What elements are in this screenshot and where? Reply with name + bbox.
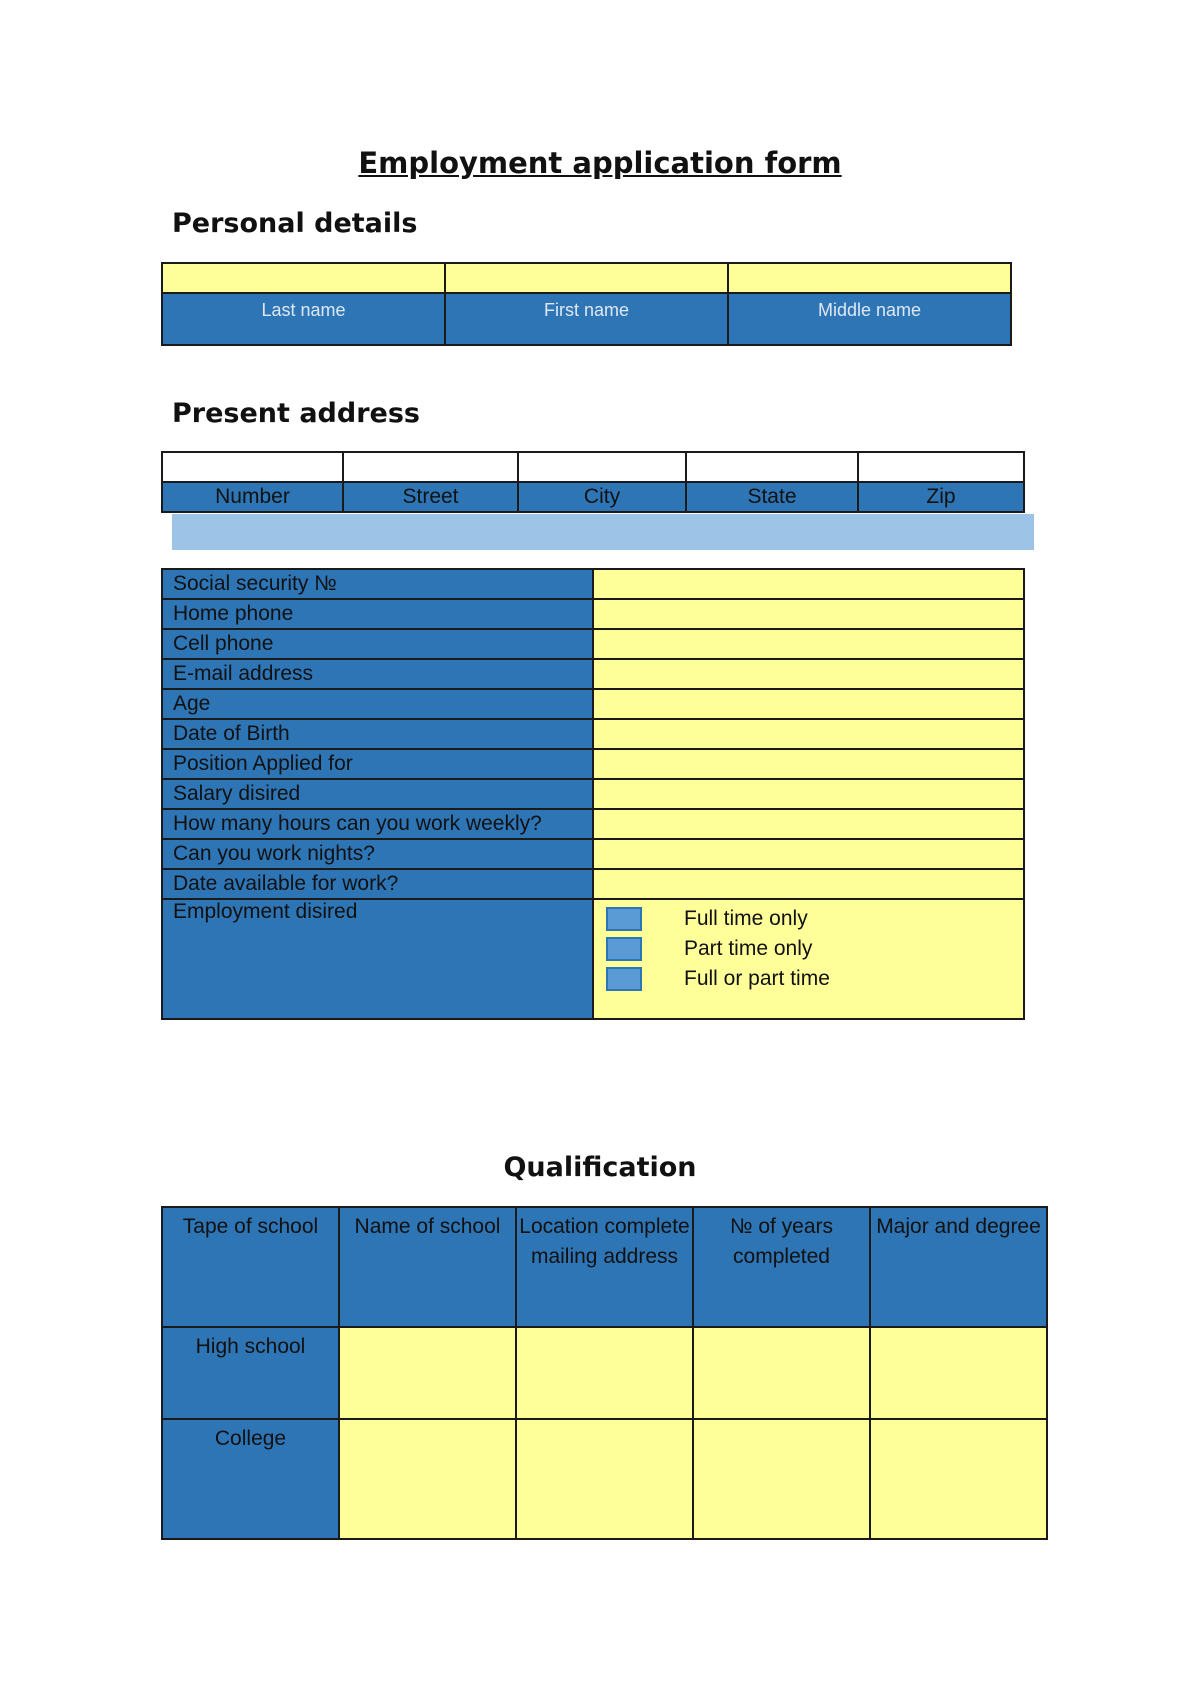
info-label: Salary disired — [162, 779, 593, 809]
info-label: Date available for work? — [162, 869, 593, 899]
qual-header: Location complete mailing address — [516, 1207, 693, 1327]
social-security-input[interactable] — [593, 569, 1024, 599]
zip-input[interactable] — [858, 452, 1024, 482]
high-school-years-input[interactable] — [693, 1327, 870, 1419]
checkbox-icon[interactable] — [606, 907, 642, 931]
qualification-heading: Qualification — [503, 1152, 697, 1183]
position-input[interactable] — [593, 749, 1024, 779]
option-label: Full time only — [684, 907, 808, 930]
last-name-label: Last name — [162, 293, 445, 345]
college-name-input[interactable] — [339, 1419, 516, 1539]
qual-header: № of years completed — [693, 1207, 870, 1327]
city-label: City — [518, 482, 686, 512]
info-label: Date of Birth — [162, 719, 593, 749]
info-label: Social security № — [162, 569, 593, 599]
high-school-location-input[interactable] — [516, 1327, 693, 1419]
city-input[interactable] — [518, 452, 686, 482]
college-location-input[interactable] — [516, 1419, 693, 1539]
state-input[interactable] — [686, 452, 858, 482]
address-band — [172, 514, 1034, 550]
first-name-label: First name — [445, 293, 728, 345]
personal-details-table — [161, 262, 1012, 346]
first-name-input[interactable] — [445, 263, 728, 293]
high-school-name-input[interactable] — [339, 1327, 516, 1419]
college-years-input[interactable] — [693, 1419, 870, 1539]
college-major-input[interactable] — [870, 1419, 1047, 1539]
page-title: Employment application form — [358, 146, 842, 180]
middle-name-input[interactable] — [728, 263, 1011, 293]
personal-details-heading: Personal details — [172, 208, 418, 239]
email-input[interactable] — [593, 659, 1024, 689]
hours-weekly-input[interactable] — [593, 809, 1024, 839]
info-label: Age — [162, 689, 593, 719]
checkbox-icon[interactable] — [606, 967, 642, 991]
date-of-birth-input[interactable] — [593, 719, 1024, 749]
street-label: Street — [343, 482, 518, 512]
state-label: State — [686, 482, 858, 512]
present-address-heading: Present address — [172, 398, 420, 429]
option-full-time[interactable] — [594, 904, 1023, 934]
work-nights-input[interactable] — [593, 839, 1024, 869]
option-part-time[interactable] — [594, 934, 1023, 964]
street-input[interactable] — [343, 452, 518, 482]
qual-header: Tape of school — [162, 1207, 339, 1327]
home-phone-input[interactable] — [593, 599, 1024, 629]
qual-row-label: High school — [162, 1327, 339, 1419]
qual-header: Name of school — [339, 1207, 516, 1327]
option-label: Part time only — [684, 937, 813, 960]
option-label: Full or part time — [684, 967, 830, 990]
employment-desired-label: Employment disired — [162, 899, 593, 1019]
number-input[interactable] — [162, 452, 343, 482]
info-label: Home phone — [162, 599, 593, 629]
date-available-input[interactable] — [593, 869, 1024, 899]
last-name-input[interactable] — [162, 263, 445, 293]
zip-label: Zip — [858, 482, 1024, 512]
qualification-table — [161, 1206, 1048, 1540]
info-label: Can you work nights? — [162, 839, 593, 869]
info-label: Position Applied for — [162, 749, 593, 779]
number-label: Number — [162, 482, 343, 512]
age-input[interactable] — [593, 689, 1024, 719]
present-address-table — [161, 451, 1025, 513]
cell-phone-input[interactable] — [593, 629, 1024, 659]
checkbox-icon[interactable] — [606, 937, 642, 961]
info-label: Cell phone — [162, 629, 593, 659]
info-label: E-mail address — [162, 659, 593, 689]
middle-name-label: Middle name — [728, 293, 1011, 345]
employment-options — [593, 899, 1024, 1019]
salary-input[interactable] — [593, 779, 1024, 809]
info-label: How many hours can you work weekly? — [162, 809, 593, 839]
high-school-major-input[interactable] — [870, 1327, 1047, 1419]
qual-row-label: College — [162, 1419, 339, 1539]
qual-header: Major and degree — [870, 1207, 1047, 1327]
applicant-info-table — [161, 568, 1025, 1020]
option-full-or-part-time[interactable] — [594, 964, 1023, 994]
